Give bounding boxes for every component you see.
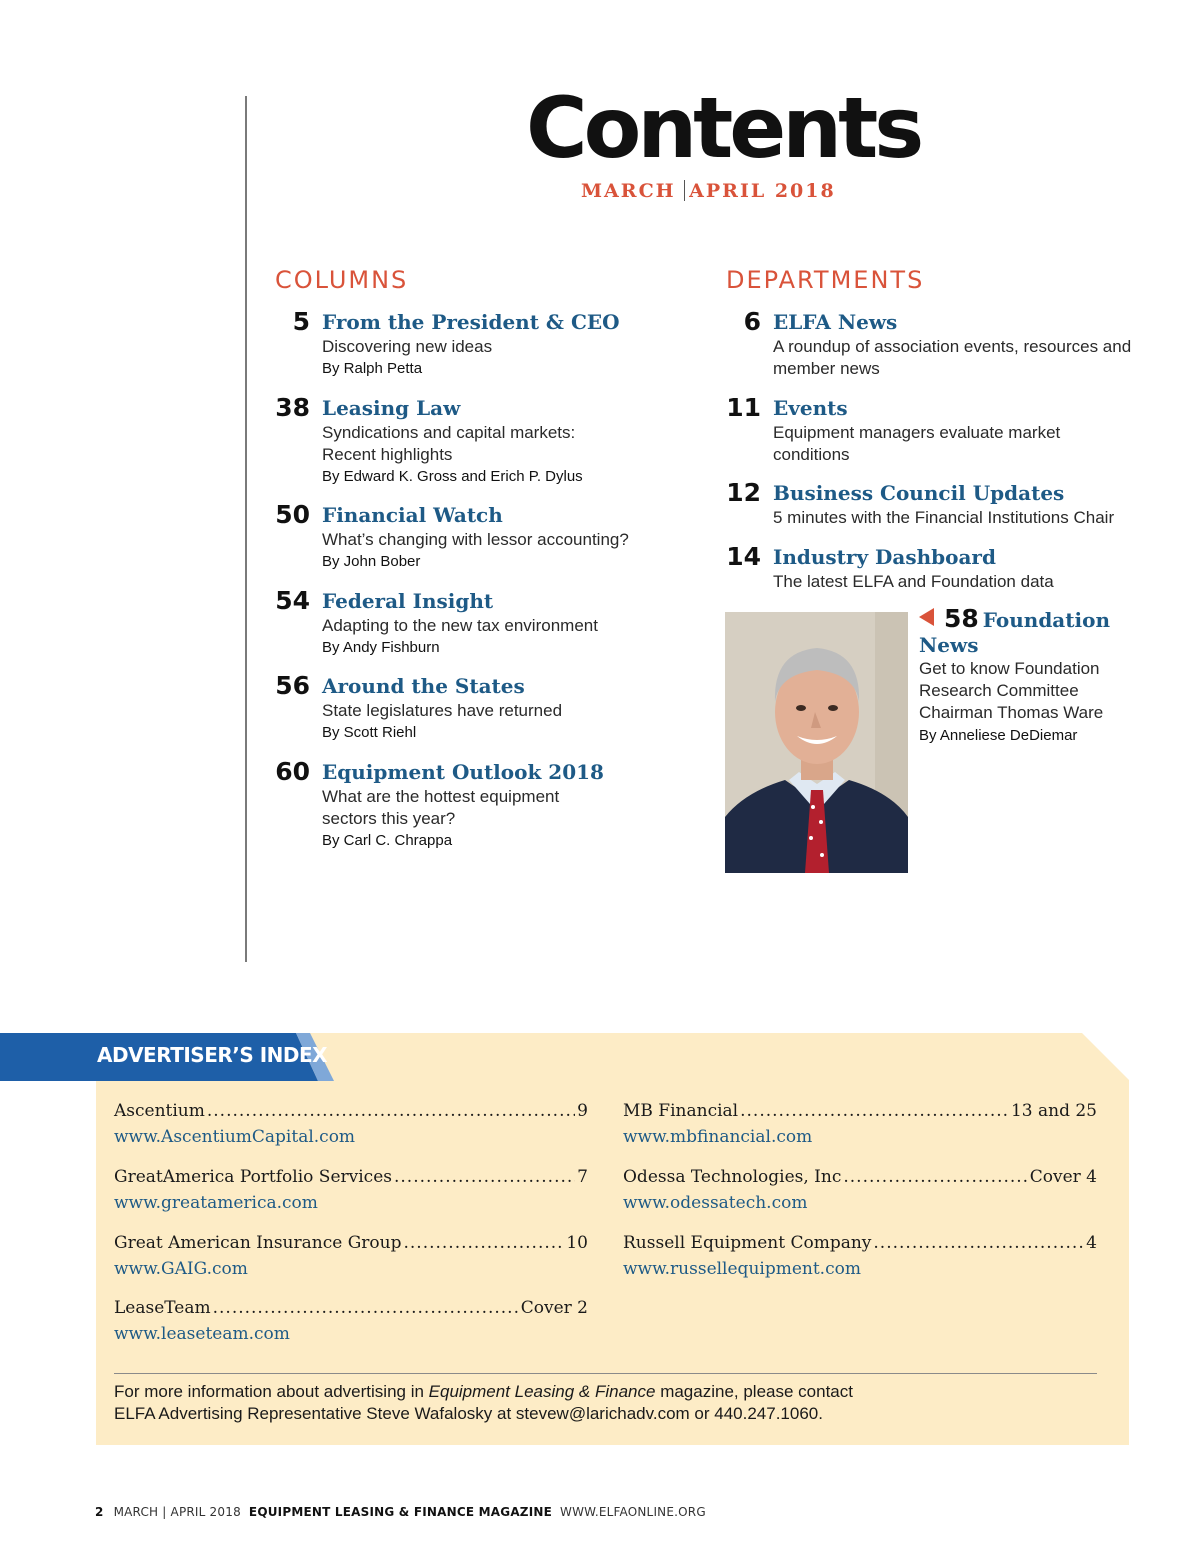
footer-issue: MARCH | APRIL 2018 — [113, 1505, 241, 1519]
advertiser-url-link[interactable]: www.GAIG.com — [114, 1259, 248, 1279]
advertiser-url-link[interactable]: www.greatamerica.com — [114, 1193, 318, 1213]
page-title: Contents — [526, 79, 921, 177]
entry-title[interactable]: ELFA News — [773, 310, 898, 334]
entry-description: Syndications and capital markets: Recent highlights — [322, 423, 576, 464]
entry-page-number: 50 — [275, 500, 310, 529]
issue-month: MARCH — [581, 180, 676, 202]
entry-description: What’s changing with lessor accounting? — [322, 530, 629, 549]
leader-dots — [403, 1231, 564, 1255]
contact-suffix: magazine, please contact — [655, 1382, 853, 1401]
entry-page-number: 54 — [275, 586, 310, 615]
entry-byline: By Anneliese DeDiemar — [919, 727, 1078, 744]
advertiser-entry — [114, 1231, 588, 1281]
advertiser-name: MB Financial — [623, 1101, 739, 1121]
entry-page-number: 11 — [726, 393, 761, 422]
advertiser-name: GreatAmerica Portfolio Services — [114, 1167, 392, 1187]
entry-byline: By Andy Fishburn — [322, 639, 440, 656]
entry-description: State legislatures have returned — [322, 701, 563, 720]
entry-page-number: 5 — [292, 307, 310, 336]
entry-title[interactable]: Business Council Updates — [773, 481, 1065, 505]
entry-page-number: 56 — [275, 671, 310, 700]
advertiser-page: 7 — [577, 1167, 588, 1187]
entry-page-number: 6 — [743, 307, 761, 336]
advertiser-entry — [623, 1231, 1097, 1281]
department-entry[interactable] — [726, 542, 1133, 593]
department-entry[interactable] — [743, 307, 1133, 380]
entry-title[interactable]: Financial Watch — [322, 503, 503, 527]
advertiser-page: 4 — [1086, 1233, 1097, 1253]
department-entry[interactable] — [726, 393, 1093, 466]
entry-description: Discovering new ideas — [322, 337, 493, 356]
advertiser-entry — [114, 1165, 588, 1215]
column-entry[interactable] — [275, 671, 682, 744]
advertiser-url-link[interactable]: www.AscentiumCapital.com — [114, 1127, 356, 1147]
entry-byline: By Carl C. Chrappa — [322, 832, 453, 849]
advertiser-entry — [114, 1296, 588, 1346]
footer-page-number: 2 — [95, 1505, 104, 1519]
advertiser-url-link[interactable]: www.odessatech.com — [623, 1193, 808, 1213]
leader-dots — [207, 1099, 575, 1123]
entry-page-number: 58 — [944, 604, 979, 633]
advertiser-name: Ascentium — [114, 1101, 205, 1121]
entry-title[interactable]: Around the States — [322, 674, 525, 698]
leader-dots — [873, 1231, 1084, 1255]
advertiser-name: LeaseTeam — [114, 1298, 211, 1318]
advertiser-page: 9 — [577, 1101, 588, 1121]
entry-title[interactable]: Foundation — [982, 608, 1110, 632]
entry-page-number: 60 — [275, 757, 310, 786]
page-footer — [95, 1505, 706, 1519]
advertiser-page: 10 — [566, 1233, 588, 1253]
advertiser-page: 13 and 25 — [1010, 1101, 1097, 1121]
advertisers-divider — [114, 1373, 1097, 1374]
departments-heading: DEPARTMENTS — [726, 266, 925, 294]
entry-title[interactable]: Leasing Law — [322, 396, 461, 420]
entry-description: Equipment managers evaluate market conditions — [773, 423, 1061, 464]
entry-page-number: 12 — [726, 478, 761, 507]
leader-dots — [843, 1165, 1027, 1189]
advertiser-page: Cover 4 — [1029, 1167, 1097, 1187]
issue-separator — [684, 180, 686, 201]
vertical-divider — [245, 96, 247, 962]
contact-details: ELFA Advertising Representative Steve Wafalosky at stevew@larichadv.com or 440.247.1060. — [114, 1404, 823, 1423]
column-entry[interactable] — [275, 757, 604, 852]
entry-title[interactable]: Federal Insight — [322, 589, 494, 613]
advertiser-page: Cover 2 — [520, 1298, 588, 1318]
entry-byline: By Scott Riehl — [322, 724, 417, 741]
entry-title-continued[interactable]: News — [919, 633, 979, 657]
portrait-photo — [725, 612, 908, 873]
entry-title[interactable]: Equipment Outlook 2018 — [322, 760, 604, 784]
entry-description: What are the hottest equipment sectors this year? — [322, 787, 560, 828]
department-entry[interactable] — [726, 478, 1143, 529]
entry-description: 5 minutes with the Financial Institutions Chair — [773, 508, 1115, 527]
leader-dots — [213, 1296, 519, 1320]
portrait-illustration — [725, 612, 908, 873]
advertiser-name: Russell Equipment Company — [623, 1233, 872, 1253]
advertiser-entry — [114, 1099, 588, 1149]
issue-date — [581, 180, 836, 202]
column-entry[interactable] — [275, 586, 682, 659]
featured-department-entry[interactable] — [919, 604, 1134, 747]
entry-description: A roundup of association events, resources and member news — [773, 337, 1132, 378]
issue-month-year: APRIL 2018 — [689, 180, 836, 202]
entry-title[interactable]: From the President & CEO — [322, 310, 620, 334]
contact-magazine-name: Equipment Leasing & Finance — [428, 1382, 656, 1401]
entry-byline: By Edward K. Gross and Erich P. Dylus — [322, 468, 583, 485]
footer-magazine-name: EQUIPMENT LEASING & FINANCE MAGAZINE — [248, 1505, 553, 1519]
column-entry[interactable] — [292, 307, 682, 380]
contact-prefix: For more information about advertising in — [114, 1382, 429, 1401]
entry-description: Get to know Foundation Research Committee Chairman Thomas Ware — [919, 659, 1104, 722]
entry-title[interactable]: Industry Dashboard — [773, 545, 996, 569]
advertisers-index-heading: ADVERTISER’S INDEX — [97, 1043, 328, 1067]
entry-title[interactable]: Events — [773, 396, 848, 420]
advertiser-url-link[interactable]: www.leaseteam.com — [114, 1324, 290, 1344]
columns-heading: COLUMNS — [275, 266, 409, 294]
column-entry[interactable] — [275, 500, 682, 573]
leader-dots — [740, 1099, 1009, 1123]
advertising-contact-note — [114, 1381, 1104, 1425]
entry-byline: By Ralph Petta — [322, 360, 423, 377]
entry-description: The latest ELFA and Foundation data — [773, 572, 1054, 591]
footer-website-link[interactable]: WWW.ELFAONLINE.ORG — [560, 1505, 706, 1519]
advertiser-name: Odessa Technologies, Inc — [623, 1167, 842, 1187]
entry-description: Adapting to the new tax environment — [322, 616, 598, 635]
leader-dots — [394, 1165, 575, 1189]
entry-page-number: 14 — [726, 542, 761, 571]
entry-page-number: 38 — [275, 393, 310, 422]
advertiser-entry — [623, 1165, 1097, 1215]
advertiser-url-link[interactable]: www.mbfinancial.com — [623, 1127, 813, 1147]
advertiser-url-link[interactable]: www.russellequipment.com — [623, 1259, 861, 1279]
advertiser-entry — [623, 1099, 1097, 1149]
entry-byline: By John Bober — [322, 553, 421, 570]
pointer-arrow-icon — [919, 608, 934, 626]
advertiser-name: Great American Insurance Group — [114, 1233, 402, 1253]
column-entry[interactable] — [275, 393, 622, 488]
